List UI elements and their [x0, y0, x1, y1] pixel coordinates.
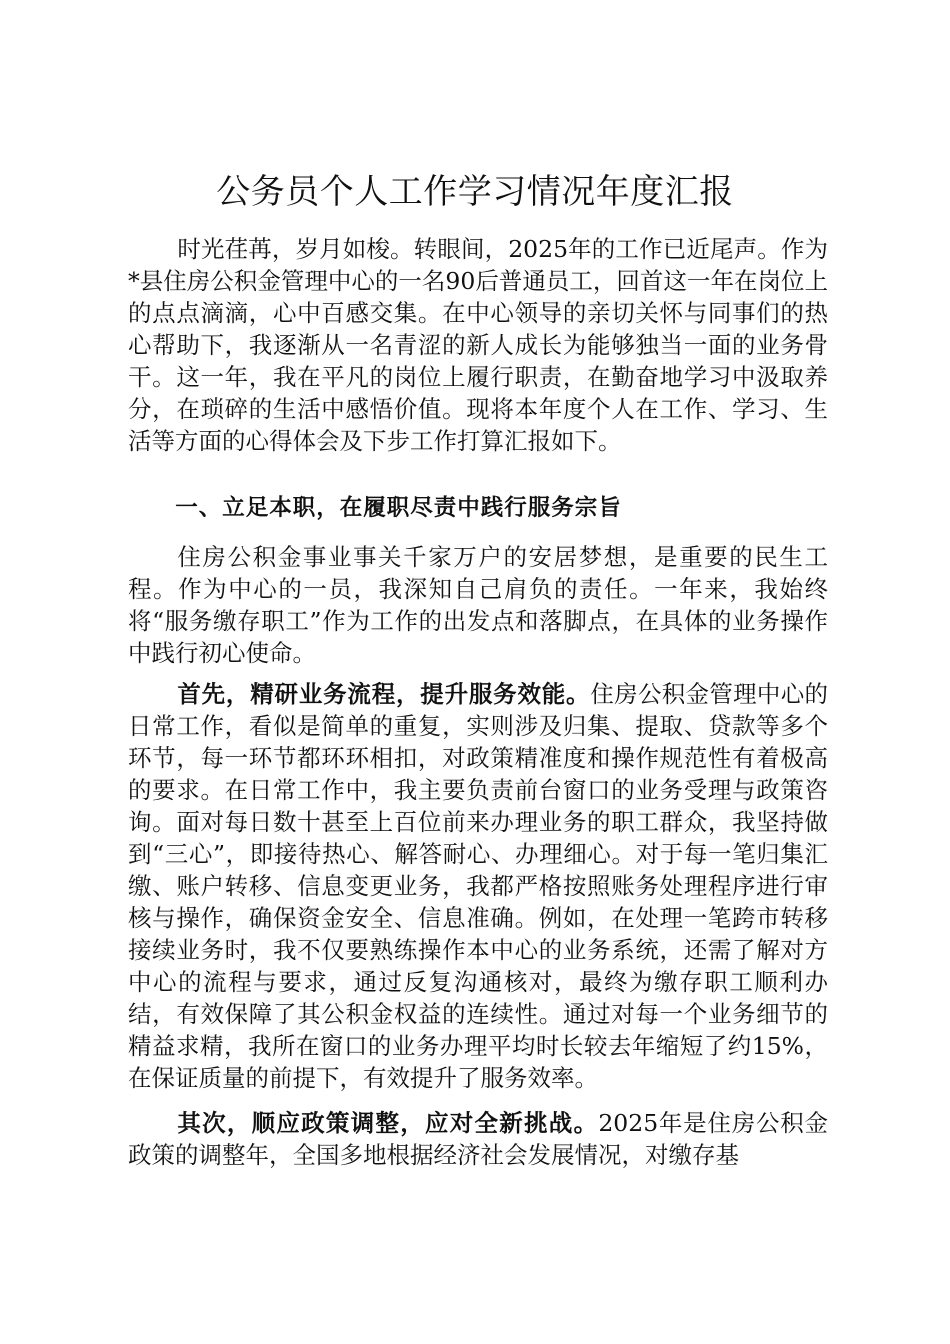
section-1-heading: 一、立足本职，在履职尽责中践行服务宗旨	[175, 495, 622, 521]
paragraph-3-lead-sentence: 其次，顺应政策调整，应对全新挑战。	[177, 1109, 599, 1137]
section-1-paragraph-3-block	[128, 1107, 828, 1171]
intro-paragraph: 时光荏苒，岁月如梭。转眼间，2025年的工作已近尾声。作为*县住房公积金管理中心的一名90后普通员工，回首这一年在岗位上的点点滴滴，心中百感交集。在中心领导的亲切关怀与同事们的热心帮助下，我逐渐从一名青涩的新人成长为能够独当一面的业务骨干。这一年，我在平凡的岗位上履行职责，在勤奋地学习中汲取养分，在琐碎的生活中感悟价值。现将本年度个人在工作、学习、生活等方面的心得体会及下步工作打算汇报如下。	[128, 235, 828, 455]
section-heading-block	[128, 492, 828, 524]
paragraph-2-lead-sentence: 首先，精研业务流程，提升服务效能。	[177, 680, 591, 708]
section-1-paragraph-1-block	[128, 541, 828, 669]
paragraph-2-body-text: 住房公积金管理中心的日常工作，看似是简单的重复，实则涉及归集、提取、贷款等多个环节，每一环节都环环相扣，对政策精准度和操作规范性有着极高的要求。在日常工作中，我主要负责前台窗口的业务受理与政策咨询。面对每日数十甚至上百位前来办理业务的职工群众，我坚持做到“三心”，即接待热心、解答耐心、办理细心。对于每一笔归集汇缴、账户转移、信息变更业务，我都严格按照账务处理程序进行审核与操作，确保资金安全、信息准确。例如，在处理一笔跨市转移接续业务时，我不仅要熟练操作本中心的业务系统，还需了解对方中心的流程与要求，通过反复沟通核对，最终为缴存职工顺利办结，有效保障了其公积金权益的连续性。通过对每一个业务细节的精益求精，我所在窗口的业务办理平均时长较去年缩短了约15%，在保证质量的前提下，有效提升了服务效率。	[128, 680, 829, 1092]
intro-paragraph-block	[128, 233, 828, 457]
paragraph-3-body-text: 2025年是住房公积金政策的调整年，全国多地根据经济社会发展情况，对缴存基	[128, 1109, 828, 1169]
section-1-paragraph-2-block	[128, 678, 828, 1094]
section-1-paragraph-1: 住房公积金事业事关千家万户的安居梦想，是重要的民生工程。作为中心的一员，我深知自己肩负的责任。一年来，我始终将“服务缴存职工”作为工作的出发点和落脚点，在具体的业务操作中践行初心使命。	[128, 543, 828, 667]
document-title: 公务员个人工作学习情况年度汇报	[216, 172, 734, 212]
section-1-paragraph-2	[128, 678, 828, 1094]
section-1-paragraph-3	[128, 1107, 828, 1171]
